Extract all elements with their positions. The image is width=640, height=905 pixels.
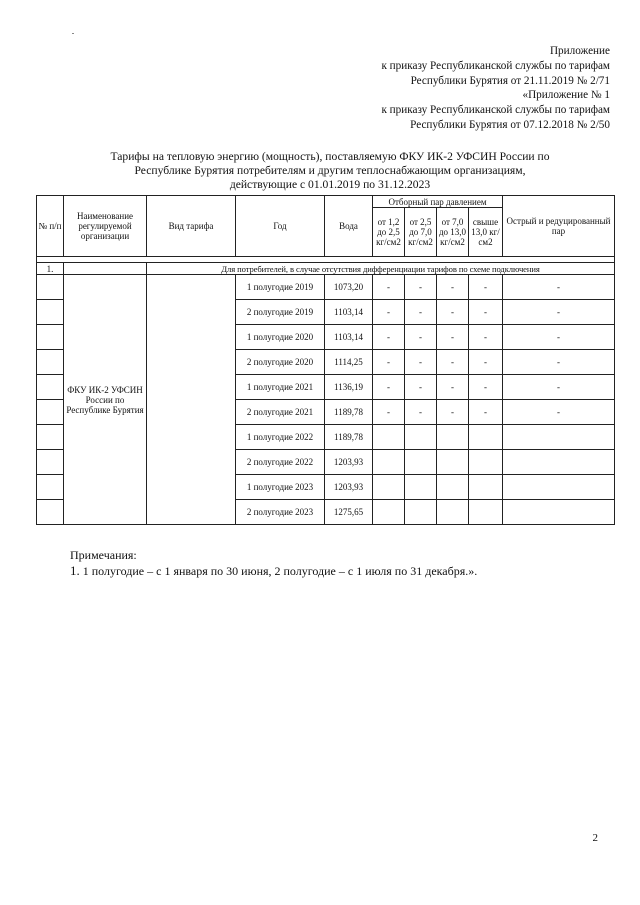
header-line: к приказу Республиканской службы по тарифам: [381, 104, 610, 117]
row-num-cell: [37, 500, 64, 525]
row-num-cell: [37, 325, 64, 350]
section-text: Для потребителей, в случае отсутствия дифференциации тарифов по схеме подключения: [147, 263, 615, 275]
steam-1-cell: [373, 450, 405, 475]
steam-2-cell: -: [405, 325, 437, 350]
acute-steam-cell: [503, 450, 615, 475]
water-cell: 1136,19: [325, 375, 373, 400]
steam-1-cell: -: [373, 325, 405, 350]
row-num-cell: [37, 475, 64, 500]
steam-3-cell: -: [437, 375, 469, 400]
steam-3-cell: [437, 500, 469, 525]
steam-3-cell: [437, 475, 469, 500]
row-num-cell: [37, 425, 64, 450]
header-line: Приложение: [549, 45, 610, 57]
header-line: к приказу Республиканской службы по тарифам: [381, 59, 610, 72]
steam-1-cell: [373, 475, 405, 500]
row-num-cell: [37, 375, 64, 400]
header-steam-group: Отборный пар давлением: [373, 196, 503, 208]
header-line: «Приложение № 1: [522, 89, 610, 102]
row-num-cell: [37, 275, 64, 300]
notes-heading: Примечания:: [70, 548, 137, 562]
steam-2-cell: -: [405, 300, 437, 325]
document-title: [40, 150, 620, 192]
steam-2-cell: -: [405, 275, 437, 300]
period-cell: 2 полугодие 2021: [236, 400, 325, 425]
period-cell: 1 полугодие 2022: [236, 425, 325, 450]
water-cell: 1189,78: [325, 425, 373, 450]
steam-4-cell: -: [469, 400, 503, 425]
row-num-cell: [37, 450, 64, 475]
notes: [70, 548, 610, 579]
header-year: Год: [236, 196, 325, 257]
org-name-cell: ФКУ ИК-2 УФСИН России по Республике Бурятия: [64, 275, 147, 525]
steam-4-cell: [469, 425, 503, 450]
acute-steam-cell: -: [503, 400, 615, 425]
acute-steam-cell: -: [503, 375, 615, 400]
acute-steam-cell: -: [503, 275, 615, 300]
header-acute-steam: Острый и редуцированный пар: [503, 196, 615, 257]
steam-4-cell: -: [469, 350, 503, 375]
row-num-cell: [37, 300, 64, 325]
row-num-cell: [37, 400, 64, 425]
section-blank: [64, 263, 147, 275]
water-cell: 1114,25: [325, 350, 373, 375]
steam-2-cell: -: [405, 350, 437, 375]
header-line: Республики Бурятия от 07.12.2018 № 2/50: [410, 118, 610, 131]
steam-4-cell: -: [469, 375, 503, 400]
title-line: Республике Бурятия потребителям и другим теплоснабжающим организациям,: [134, 164, 526, 177]
steam-2-cell: [405, 450, 437, 475]
steam-1-cell: [373, 500, 405, 525]
acute-steam-cell: [503, 500, 615, 525]
section-number: 1.: [37, 263, 64, 275]
appendix-header: [230, 44, 610, 133]
header-tariff-type: Вид тарифа: [147, 196, 236, 257]
title-line: действующие с 01.01.2019 по 31.12.2023: [229, 178, 431, 191]
table-row: [37, 275, 615, 300]
header-water: Вода: [325, 196, 373, 257]
header-num: № п/п: [37, 196, 64, 257]
steam-4-cell: -: [469, 300, 503, 325]
steam-4-cell: [469, 450, 503, 475]
steam-2-cell: [405, 500, 437, 525]
header-steam-1: от 1,2 до 2,5 кг/см2: [373, 208, 405, 257]
steam-2-cell: -: [405, 375, 437, 400]
water-cell: 1073,20: [325, 275, 373, 300]
section-row: [37, 263, 615, 275]
header-steam-2: от 2,5 до 7,0 кг/см2: [405, 208, 437, 257]
period-cell: 1 полугодие 2023: [236, 475, 325, 500]
steam-2-cell: [405, 425, 437, 450]
acute-steam-cell: [503, 475, 615, 500]
period-cell: 2 полугодие 2023: [236, 500, 325, 525]
notes-item-number: 1.: [70, 563, 80, 578]
steam-1-cell: -: [373, 350, 405, 375]
acute-steam-cell: -: [503, 325, 615, 350]
acute-steam-cell: [503, 425, 615, 450]
steam-3-cell: [437, 450, 469, 475]
header-org: Наименование регулируемой организации: [64, 196, 147, 257]
steam-1-cell: -: [373, 400, 405, 425]
header-steam-4: свыше 13,0 кг/см2: [469, 208, 503, 257]
steam-1-cell: -: [373, 300, 405, 325]
steam-3-cell: [437, 425, 469, 450]
tariff-type-cell: [147, 275, 236, 525]
row-num-cell: [37, 350, 64, 375]
notes-item-text: 1 полугодие – с 1 января по 30 июня, 2 полугодие – с 1 июля по 31 декабря.».: [82, 564, 478, 578]
header-line: Республики Бурятия от 21.11.2019 № 2/71: [410, 74, 610, 87]
steam-2-cell: -: [405, 400, 437, 425]
steam-3-cell: -: [437, 400, 469, 425]
scan-speck: [72, 33, 74, 34]
water-cell: 1203,93: [325, 475, 373, 500]
period-cell: 2 полугодие 2020: [236, 350, 325, 375]
steam-4-cell: -: [469, 325, 503, 350]
notes-item: [70, 563, 610, 579]
period-cell: 2 полугодие 2022: [236, 450, 325, 475]
period-cell: 1 полугодие 2020: [236, 325, 325, 350]
water-cell: 1103,14: [325, 325, 373, 350]
acute-steam-cell: -: [503, 300, 615, 325]
header-steam-3: от 7,0 до 13,0 кг/см2: [437, 208, 469, 257]
steam-1-cell: [373, 425, 405, 450]
steam-1-cell: -: [373, 375, 405, 400]
period-cell: 2 полугодие 2019: [236, 300, 325, 325]
title-line: Тарифы на тепловую энергию (мощность), поставляемую ФКУ ИК-2 УФСИН России по: [110, 150, 550, 163]
water-cell: 1275,65: [325, 500, 373, 525]
page-number: 2: [592, 832, 598, 844]
water-cell: 1189,78: [325, 400, 373, 425]
steam-3-cell: -: [437, 275, 469, 300]
steam-4-cell: [469, 500, 503, 525]
steam-3-cell: -: [437, 300, 469, 325]
steam-4-cell: [469, 475, 503, 500]
period-cell: 1 полугодие 2021: [236, 375, 325, 400]
steam-2-cell: [405, 475, 437, 500]
water-cell: 1203,93: [325, 450, 373, 475]
steam-4-cell: -: [469, 275, 503, 300]
water-cell: 1103,14: [325, 300, 373, 325]
steam-3-cell: -: [437, 325, 469, 350]
steam-1-cell: -: [373, 275, 405, 300]
tariff-table: [36, 195, 615, 525]
acute-steam-cell: -: [503, 350, 615, 375]
period-cell: 1 полугодие 2019: [236, 275, 325, 300]
steam-3-cell: -: [437, 350, 469, 375]
